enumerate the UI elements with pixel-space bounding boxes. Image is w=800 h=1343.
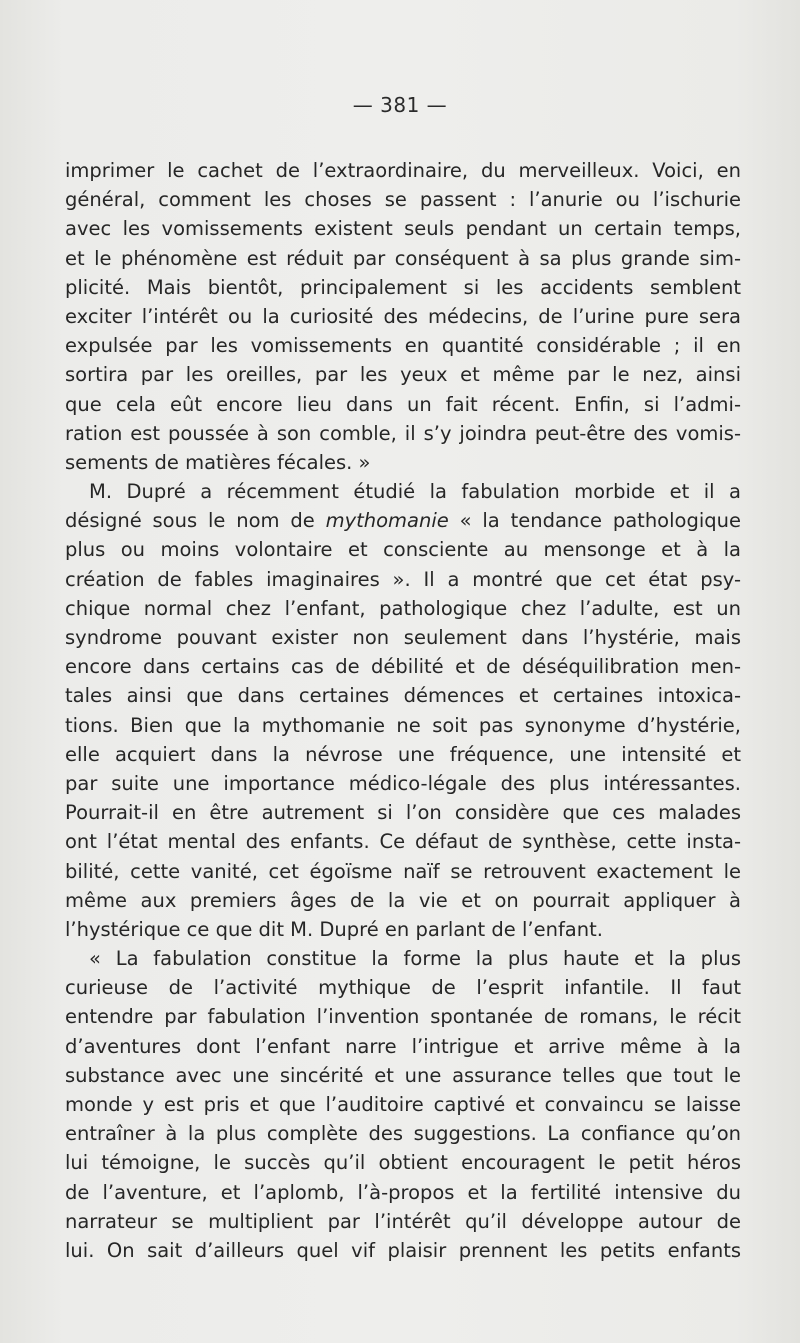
text-line: monde y est pris et que l’auditoire captivé et convaincu se laisse <box>65 1093 741 1116</box>
text-line: bilité, cette vanité, cet égoïsme naïf se retrouvent exactement le <box>65 859 741 883</box>
text-line: expulsée par les vomissements en quantité considérable ; il en <box>65 334 741 358</box>
text-line: lui. On sait d’ailleurs quel vif plaisir prennent les petits enfants <box>65 1238 741 1262</box>
text-line: général, comment les choses se passent : l’anurie ou l’ischurie <box>65 188 741 212</box>
text-line: sements de matières fécales. » <box>65 450 371 474</box>
text-line: curieuse de l’activité mythique de l’esprit infantile. Il faut <box>65 976 741 1000</box>
text-line: sortira par les oreilles, par les yeux et même par le nez, ainsi <box>65 363 741 387</box>
text-line: même aux premiers âges de la vie et on pourrait appliquer à <box>65 888 741 912</box>
text-line: imprimer le cachet de l’extraordinaire, du merveilleux. Voici, en <box>65 159 741 182</box>
body-text <box>65 156 741 1265</box>
text-line-with-emphasis <box>65 506 741 535</box>
text-line: exciter l’intérêt ou la curiosité des médecins, de l’urine pure sera <box>65 304 741 328</box>
text-line: de l’aventure, et l’aplomb, l’à-propos et la fertilité intensive du <box>65 1180 741 1204</box>
text-line: d’aventures dont l’enfant narre l’intrigue et arrive même à la <box>65 1034 741 1058</box>
paragraph-start-line: « La fabulation constitue la forme la plus haute et la plus <box>89 947 741 971</box>
text-line: entendre par fabulation l’invention spontanée de romans, le récit <box>65 1005 741 1029</box>
text-line: plus ou moins volontaire et consciente au mensonge et à la <box>65 538 741 562</box>
text-line: syndrome pouvant exister non seulement dans l’hystérie, mais <box>65 626 741 649</box>
text-span: désigné sous le nom de <box>65 509 326 533</box>
text-line: entraîner à la plus complète des suggestions. La confiance qu’on <box>65 1122 741 1146</box>
text-line: avec les vomissements existent seuls pendant un certain temps, <box>65 217 741 241</box>
paragraph-start-line: M. Dupré a récemment étudié la fabulation morbide et il a <box>89 480 741 504</box>
text-line: que cela eût encore lieu dans un fait récent. Enfin, si l’admi- <box>65 392 741 416</box>
text-line: narrateur se multiplient par l’intérêt qu’il développe autour de <box>65 1209 741 1233</box>
text-line: par suite une importance médico-légale des plus intéressantes. <box>65 771 741 795</box>
text-line: chique normal chez l’enfant, pathologique chez l’adulte, est un <box>65 596 741 620</box>
text-line: plicité. Mais bientôt, principalement si les accidents semblent <box>65 275 741 299</box>
text-line: tales ainsi que dans certaines démences et certaines intoxica- <box>65 684 741 708</box>
text-line: tions. Bien que la mythomanie ne soit pas synonyme d’hystérie, <box>65 713 741 737</box>
text-line: ration est poussée à son comble, il s’y joindra peut-être des vomis- <box>65 421 741 445</box>
emphasized-term: mythomanie <box>325 509 449 533</box>
text-line: l’hystérique ce que dit M. Dupré en parlant de l’enfant. <box>65 917 603 941</box>
text-line: encore dans certains cas de débilité et de déséquilibration men- <box>65 655 741 679</box>
text-line: lui témoigne, le succès qu’il obtient encouragent le petit héros <box>65 1151 741 1175</box>
text-line: création de fables imaginaires ». Il a montré que cet état psy- <box>65 567 741 591</box>
text-line: Pourrait-il en être autrement si l’on considère que ces malades <box>65 801 741 825</box>
text-line: elle acquiert dans la névrose une fréquence, une intensité et <box>65 742 741 766</box>
text-line: ont l’état mental des enfants. Ce défaut de synthèse, cette insta- <box>65 830 741 854</box>
page-number: — 381 — <box>352 93 448 117</box>
text-line: et le phénomène est réduit par conséquent à sa plus grande sim- <box>65 246 741 270</box>
text-line: substance avec une sincérité et une assurance telles que tout le <box>65 1063 741 1087</box>
text-span: « la tendance pathologique <box>448 509 741 533</box>
